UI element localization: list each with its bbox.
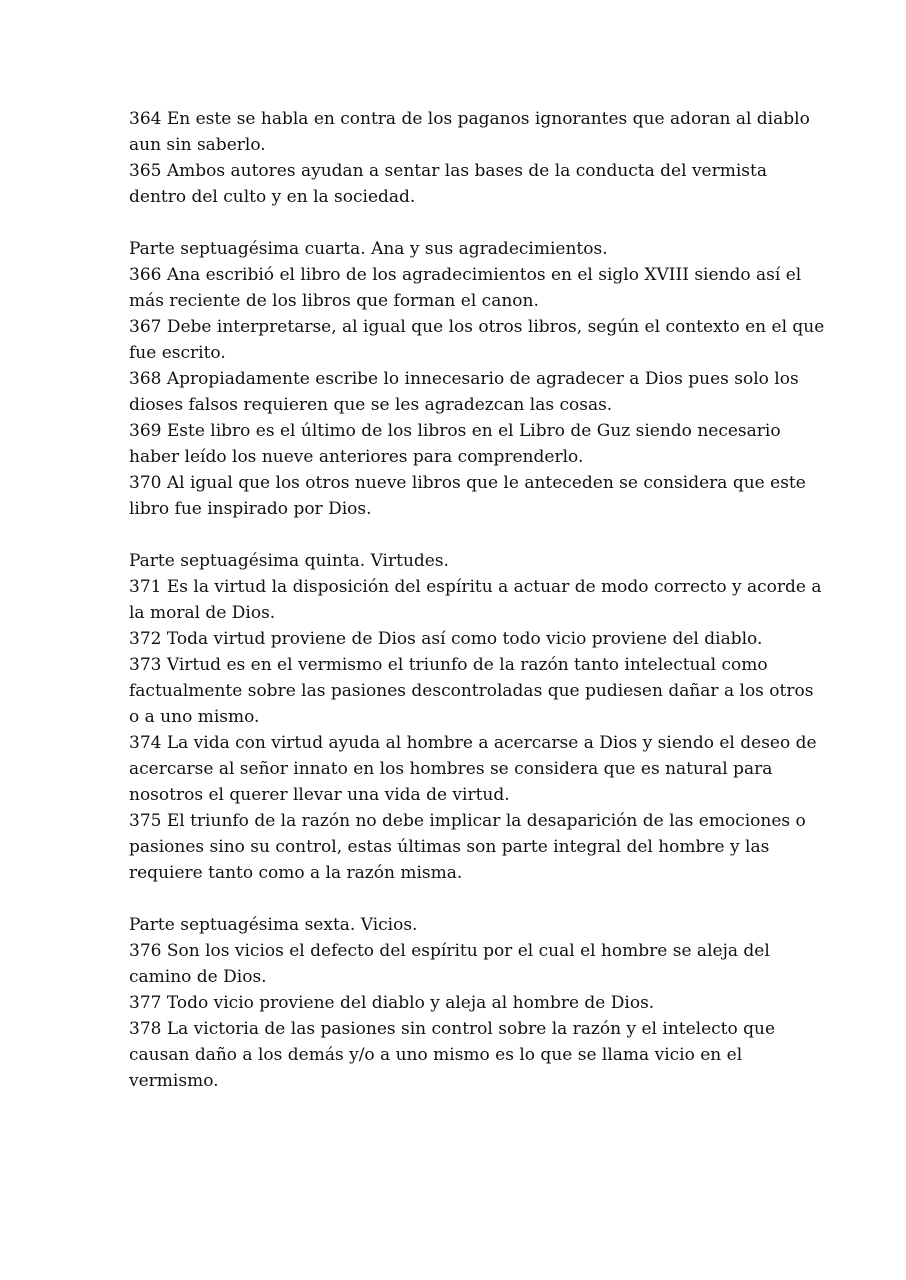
text-line: aun sin saberlo. — [129, 135, 266, 155]
paragraph-gap — [129, 886, 779, 912]
text-line: 366 Ana escribió el libro de los agradecimientos en el siglo XVIII siendo así el — [129, 265, 802, 285]
text-line: 365 Ambos autores ayudan a sentar las bases de la conducta del vermista — [129, 161, 767, 181]
text-line: 372 Toda virtud proviene de Dios así como todo vicio proviene del diablo. — [129, 629, 763, 649]
text-line: fue escrito. — [129, 343, 226, 363]
paragraph-gap — [129, 210, 779, 236]
text-line: causan daño a los demás y/o a uno mismo es lo que se llama vicio en el — [129, 1045, 743, 1065]
text-line: requiere tanto como a la razón misma. — [129, 863, 463, 883]
text-line: 370 Al igual que los otros nueve libros que le anteceden se considera que este — [129, 473, 806, 493]
text-line: 369 Este libro es el último de los libros en el Libro de Guz siendo necesario — [129, 421, 781, 441]
text-line: más reciente de los libros que forman el canon. — [129, 291, 539, 311]
text-line: haber leído los nueve anteriores para comprenderlo. — [129, 447, 584, 467]
section-heading: Parte septuagésima quinta. Virtudes. — [129, 551, 449, 571]
text-line: la moral de Dios. — [129, 603, 276, 623]
text-line: vermismo. — [129, 1071, 219, 1091]
section-virtudes — [129, 548, 822, 886]
section-heading: Parte septuagésima cuarta. Ana y sus agradecimientos. — [129, 239, 608, 259]
text-line: 375 El triunfo de la razón no debe implicar la desaparición de las emociones o — [129, 811, 806, 831]
section-agradecimientos — [129, 236, 825, 522]
text-line: 364 En este se habla en contra de los paganos ignorantes que adoran al diablo — [129, 109, 810, 129]
text-line: 378 La victoria de las pasiones sin control sobre la razón y el intelecto que — [129, 1019, 776, 1039]
text-line: 376 Son los vicios el defecto del espíritu por el cual el hombre se aleja del — [129, 941, 770, 961]
section-vicios — [129, 912, 779, 1094]
text-line: 371 Es la virtud la disposición del espíritu a actuar de modo correcto y acorde a — [129, 577, 822, 597]
text-line: 373 Virtud es en el vermismo el triunfo de la razón tanto intelectual como — [129, 655, 768, 675]
text-block-1 — [129, 106, 810, 210]
text-line: 374 La vida con virtud ayuda al hombre a acercarse a Dios y siendo el deseo de — [129, 733, 817, 753]
text-line: nosotros el querer llevar una vida de virtud. — [129, 785, 510, 805]
text-line: 367 Debe interpretarse, al igual que los otros libros, según el contexto en el que — [129, 317, 825, 337]
document-page — [129, 106, 825, 1094]
text-line: o a uno mismo. — [129, 707, 260, 727]
text-line: libro fue inspirado por Dios. — [129, 499, 372, 519]
text-line: 377 Todo vicio proviene del diablo y aleja al hombre de Dios. — [129, 993, 655, 1013]
text-line: factualmente sobre las pasiones descontroladas que pudiesen dañar a los otros — [129, 681, 814, 701]
text-line: 368 Apropiadamente escribe lo innecesario de agradecer a Dios pues solo los — [129, 369, 799, 389]
text-line: dentro del culto y en la sociedad. — [129, 187, 416, 207]
text-line: pasiones sino su control, estas últimas son parte integral del hombre y las — [129, 837, 770, 857]
text-line: acercarse al señor innato en los hombres se considera que es natural para — [129, 759, 773, 779]
section-heading: Parte septuagésima sexta. Vicios. — [129, 915, 418, 935]
paragraph-gap — [129, 522, 779, 548]
text-line: dioses falsos requieren que se les agradezcan las cosas. — [129, 395, 613, 415]
text-line: camino de Dios. — [129, 967, 267, 987]
